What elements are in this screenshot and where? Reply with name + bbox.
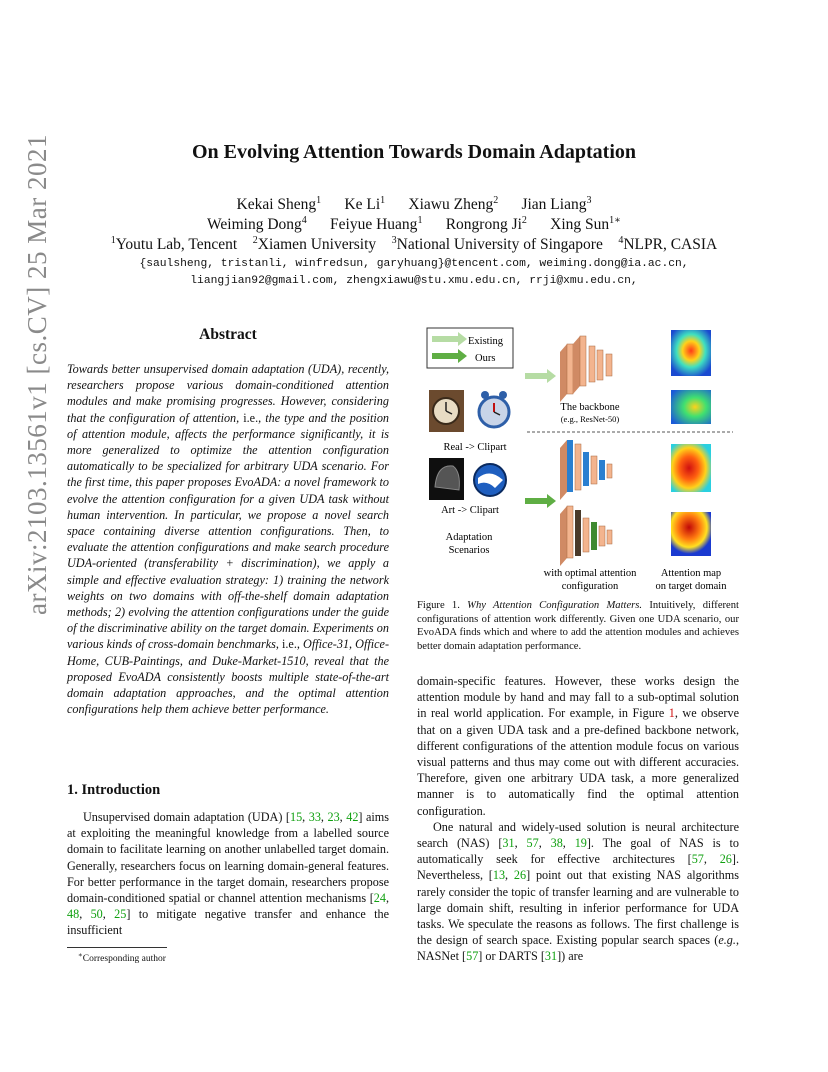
citation-link[interactable]: 24 — [373, 891, 386, 906]
arxiv-stamp: arXiv:2103.13561v1 [cs.CV] 25 Mar 2021 — [22, 134, 52, 615]
citation-link[interactable]: 57 — [691, 852, 704, 867]
citation-link[interactable]: 50 — [90, 907, 103, 922]
backbone-network-icon — [560, 336, 612, 402]
abstract-heading: Abstract — [199, 326, 257, 343]
optimal-label-1: with optimal attention — [543, 568, 637, 579]
author-line-1 — [0, 194, 828, 215]
scenarios-label-2: Scenarios — [448, 545, 490, 556]
attention-map-2 — [671, 390, 711, 424]
attention-map-4 — [671, 512, 711, 556]
section-heading-introduction: 1. Introduction — [67, 782, 161, 798]
email-line-1: {saulsheng, tristanli, winfredsun, garyhuang}@tencent.com, weiming.dong@ia.ac.cn, — [139, 258, 689, 270]
author-name: Ke Li$^1$ — [344, 194, 386, 213]
citation-link[interactable]: 25 — [114, 907, 127, 922]
author-name: Rongrong Ji$^2$ — [445, 214, 527, 233]
backbone-sublabel: (e.g., ResNet-50) — [560, 414, 620, 424]
citation-link[interactable]: 15 — [289, 810, 303, 824]
right-column-text: domain-specific features. However, these works design the attention module by hand and may fall to a sub-optimal solution in real world application. For example, in Figure 1, we observe that on a given UDA task and a pre-defined backbone network, different configurations of the attention module focus on various visual patterns and thus may come out with different accuracies. Therefore, given one arbitrary UDA task, a more generalized manner is to automatically find the optimal attention configuration. One natural and widely-used solution is neural architecture search (NAS) [31, 57, 38, 19]. The goal of NAS is to automatically seek for effective architectures [57, 26]. Nevertheless, [13, 26] point out that existing NAS algorithms rarely consider the topic of transfer learning and are vulnerable to large domain shift, resulting in inferior performance for UDA tasks. We speculate the reasons as follows. The first challenge is the design of search space. Existing popular search spaces (e.g., NASNet [57] or DARTS [31]) are — [417, 674, 739, 964]
legend-box — [427, 328, 513, 368]
author-name: Kekai Sheng$^1$ — [236, 194, 322, 213]
figure-1-link[interactable]: 1 — [668, 706, 675, 721]
attention-label-2: on target domain — [655, 581, 727, 592]
citation-link[interactable]: 26 — [513, 868, 527, 883]
intro-paragraph: Unsupervised domain adaptation (UDA) [15, 33, 23, 42] aims at exploiting the meaningful knowledge from a labelled source domain to facilitate learning on another unlabelled target domain. Generally, researchers focus on learning domain-general features. For better performance in the target domain, researchers propose domain-conditioned spatial or channel attention mechanisms [24, 48, 50, 25] to mitigate negative transfer and enhance the insufficient — [67, 810, 390, 938]
attention-map-3 — [671, 444, 711, 492]
citation-link[interactable]: 31 — [544, 949, 558, 964]
helmet-clipart-icon — [474, 464, 506, 496]
attention-label-1: Attention map — [660, 568, 722, 579]
citation-link[interactable]: 48 — [67, 907, 80, 922]
attention-network-icon-1 — [560, 440, 612, 500]
arrow-existing-icon — [525, 369, 556, 383]
footnote: ∗Corresponding author — [78, 951, 166, 965]
alarm-clock-clipart-icon — [479, 391, 509, 427]
affiliation: $^4$NLPR, CASIA — [618, 234, 718, 253]
figure-caption: Figure 1. Why Attention Configuration Matters. Intuitively, different configurations of attention work differently. Given one UDA scenario, our EvoADA finds which and where to add the attention modules and achieves better domain adaptation performance. — [417, 600, 739, 652]
email-line-2: liangjian92@gmail.com, zhengxiawu@stu.xmu.edu.cn, rrji@xmu.edu.cn, — [190, 275, 638, 287]
affiliation: $^2$Xiamen University — [252, 234, 377, 253]
scenarios-label-1: Adaptation — [445, 532, 493, 543]
citation-link[interactable]: 26 — [719, 852, 732, 867]
legend-ours: Ours — [475, 353, 496, 364]
affiliation: $^1$Youtu Lab, Tencent — [110, 234, 238, 253]
author-line-2 — [0, 214, 828, 235]
figure-1 — [415, 322, 745, 597]
affiliation: $^3$National University of Singapore — [391, 234, 603, 253]
scenario-real-clipart: Real -> Clipart — [443, 442, 507, 453]
citation-link[interactable]: 31 — [502, 836, 515, 851]
backbone-label: The backbone — [560, 402, 620, 413]
arrow-ours-icon — [525, 494, 556, 508]
scenario-art-clipart: Art -> Clipart — [441, 505, 499, 516]
citation-link[interactable]: 57 — [466, 949, 479, 964]
citation-link[interactable]: 57 — [526, 836, 539, 851]
author-name: Xiawu Zheng$^2$ — [408, 194, 499, 213]
citation-link[interactable]: 23 — [327, 810, 340, 824]
citation-link[interactable]: 19 — [574, 836, 587, 851]
abstract-body: Towards better unsupervised domain adaptation (UDA), recently, researchers propose various domain-conditioned attention modules and make promising progresses. However, considering that the configuration of attention, i.e., the type and the position of attention module, affects the performance significantly, it is more generalized to optimize the attention configuration automatically to be specialized for arbitrary UDA scenario. For the first time, this paper proposes EvoADA: a novel framework to evolve the attention configuration for a given UDA task without human intervention. In particular, we propose a novel search space containing diverse attention configurations. Then, to evaluate the attention configurations and make search procedure UDA-oriented (transferability + discrimination), we apply a simple and effective evaluation strategy: 1) training the network weights on two domains with off-the-shelf domain adaptation methods; 2) evolving the attention configurations under the guide of the discriminative ability on the target domain. Experiments on various kinds of cross-domain benchmarks, i.e., Office-31, Office-Home, CUB-Paintings, and Duke-Market-1510, reveal that the proposed EvoADA consistently boosts multiple state-of-the-art domain adaptation approaches, and the optimal attention configurations help them achieve better performance. — [67, 362, 390, 717]
citation-link[interactable]: 38 — [550, 836, 563, 851]
optimal-label-2: configuration — [561, 581, 619, 592]
author-name: Xing Sun$^{1∗}$ — [550, 214, 621, 233]
paper-title: On Evolving Attention Towards Domain Adaptation — [192, 141, 636, 163]
author-name: Jian Liang$^3$ — [521, 194, 592, 213]
attention-network-icon-2 — [560, 506, 612, 566]
author-name: Feiyue Huang$^1$ — [330, 214, 423, 233]
citation-link[interactable]: 42 — [346, 810, 359, 824]
author-name: Weiming Dong$^4$ — [207, 214, 307, 233]
attention-map-1 — [671, 330, 711, 376]
citation-link[interactable]: 33 — [308, 810, 321, 824]
citation-link[interactable]: 13 — [492, 868, 506, 883]
affiliation-line — [0, 234, 828, 255]
legend-existing: Existing — [468, 336, 504, 347]
footnote-rule — [67, 947, 167, 948]
